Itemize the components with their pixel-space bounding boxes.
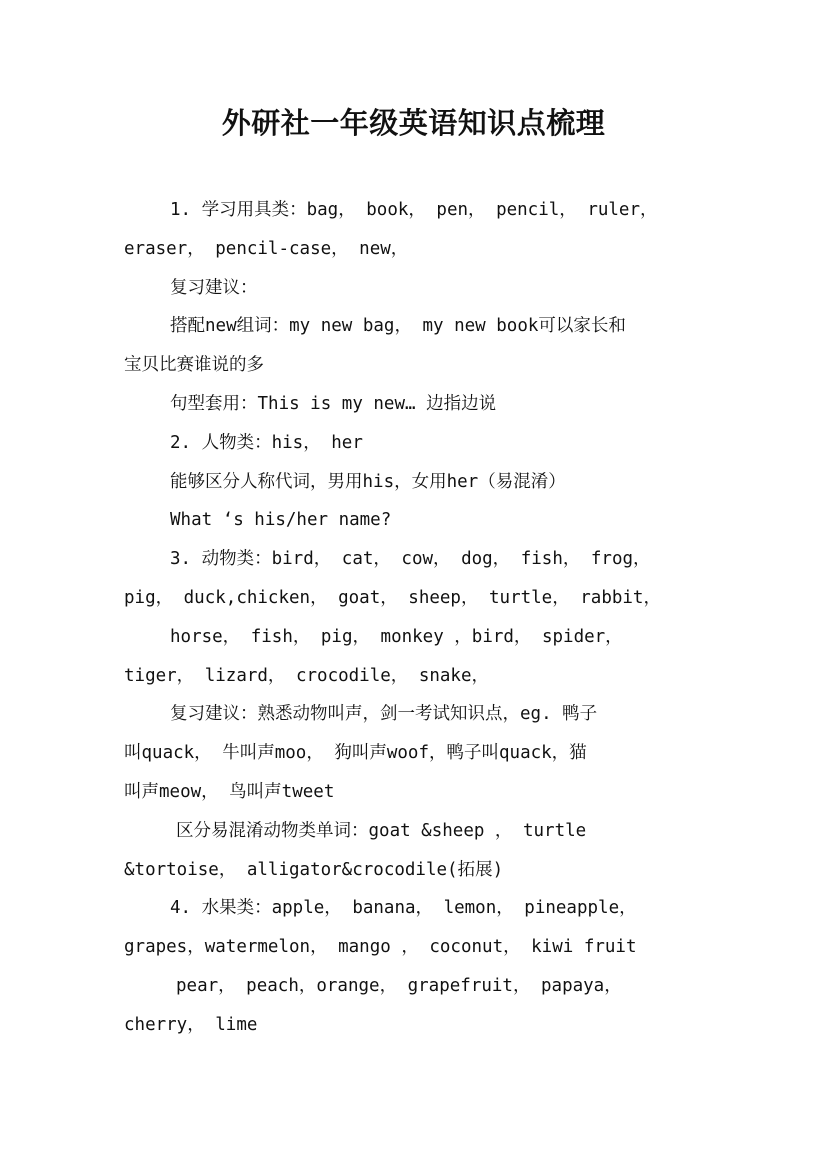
document-title: 外研社一年级英语知识点梳理 bbox=[221, 106, 606, 140]
text-line-14: 复习建议：熟悉动物叫声，剑一考试知识点，eg. 鸭子 bbox=[170, 704, 598, 725]
text-line-3: 复习建议： bbox=[170, 277, 258, 298]
text-line-16: 叫声meow， 鸟叫声tweet bbox=[124, 781, 335, 802]
text-line-18: &tortoise， alligator&crocodile(拓展) bbox=[124, 859, 504, 880]
text-line-20: grapes，watermelon， mango ， coconut， kiwi fruit bbox=[124, 937, 637, 958]
text-line-9: What ‘s his/her name? bbox=[170, 510, 392, 531]
text-line-5: 宝贝比赛谁说的多 bbox=[124, 355, 264, 376]
text-line-4: 搭配new组词：my new bag， my new book可以家长和 bbox=[170, 316, 626, 337]
text-line-21: pear， peach，orange， grapefruit， papaya， bbox=[176, 975, 622, 996]
text-line-10: 3. 动物类：bird， cat， cow， dog， fish， frog， bbox=[170, 549, 651, 570]
text-line-8: 能够区分人称代词，男用his，女用her（易混淆） bbox=[170, 471, 566, 492]
text-line-12: horse， fish， pig， monkey ，bird， spider， bbox=[170, 626, 623, 647]
text-line-6: 句型套用：This is my new… 边指边说 bbox=[170, 393, 497, 414]
text-line-17: 区分易混淆动物类单词：goat &sheep ， turtle bbox=[176, 820, 587, 841]
text-line-2: eraser， pencil-case， new， bbox=[124, 238, 409, 259]
text-line-22: cherry， lime bbox=[124, 1014, 258, 1035]
text-line-15: 叫quack， 牛叫声moo， 狗叫声woof，鸭子叫quack，猫 bbox=[124, 743, 587, 764]
text-line-7: 2. 人物类：his， her bbox=[170, 432, 363, 453]
document-body bbox=[124, 191, 709, 1045]
text-line-19: 4. 水果类：apple， banana， lemon， pineapple， bbox=[170, 898, 637, 919]
text-line-11: pig， duck,chicken， goat， sheep， turtle， rabbit， bbox=[124, 587, 661, 608]
text-line-13: tiger， lizard， crocodile， snake， bbox=[124, 665, 490, 686]
text-line-1: 1. 学习用具类：bag， book， pen， pencil， ruler， bbox=[170, 200, 658, 220]
